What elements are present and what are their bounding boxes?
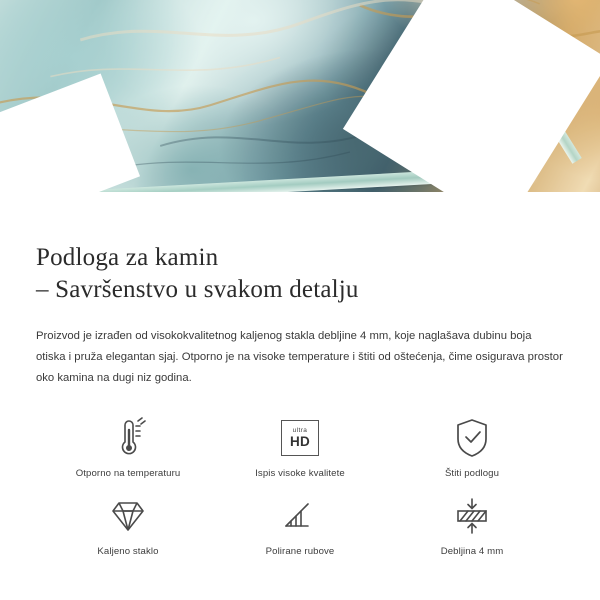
diamond-icon (106, 493, 150, 539)
thickness-arrows-icon (450, 493, 494, 539)
feature-label: Ispis visoke kvalitete (255, 468, 345, 479)
shield-check-icon (451, 415, 493, 461)
feature-item-print-quality (214, 415, 386, 479)
title-line-1: Podloga za kamin (36, 244, 219, 271)
hd-badge-top-text: ultra (292, 426, 308, 434)
thermometer-icon (108, 415, 148, 461)
image-bottom-mask (0, 192, 600, 222)
hd-badge-main-text: HD (289, 434, 311, 449)
feature-item-polished-edges (214, 493, 386, 557)
product-description: Proizvod je izrađen od visokokvalitetnog kaljenog stakla debljine 4 mm, koje naglašava dubinu boja otiska i pruža elegantan sjaj. Otporno je na visoke temperature i štiti od oštećenja, čime osigurava prostor oko kamina na dugi niz godina. (36, 330, 563, 384)
ultra-hd-badge-icon (281, 415, 319, 461)
title-line-2: – Savršenstvo u svakom detalju (36, 276, 359, 303)
feature-item-protection (386, 415, 558, 479)
feature-grid (36, 415, 564, 557)
feature-label: Otporno na temperaturu (75, 468, 181, 479)
feature-item-temperature (42, 415, 214, 479)
feature-label: Polirane rubove (265, 546, 335, 557)
feature-label: Kaljeno staklo (97, 546, 159, 557)
page-title (36, 242, 564, 306)
feature-item-tempered-glass (42, 493, 214, 557)
hero-product-image (0, 0, 600, 222)
polished-edges-icon (278, 493, 322, 539)
feature-label: Debljina 4 mm (440, 546, 504, 557)
feature-item-thickness (386, 493, 558, 557)
hd-badge (281, 420, 319, 456)
content-block (0, 222, 600, 557)
feature-label: Štiti podlogu (444, 468, 500, 479)
